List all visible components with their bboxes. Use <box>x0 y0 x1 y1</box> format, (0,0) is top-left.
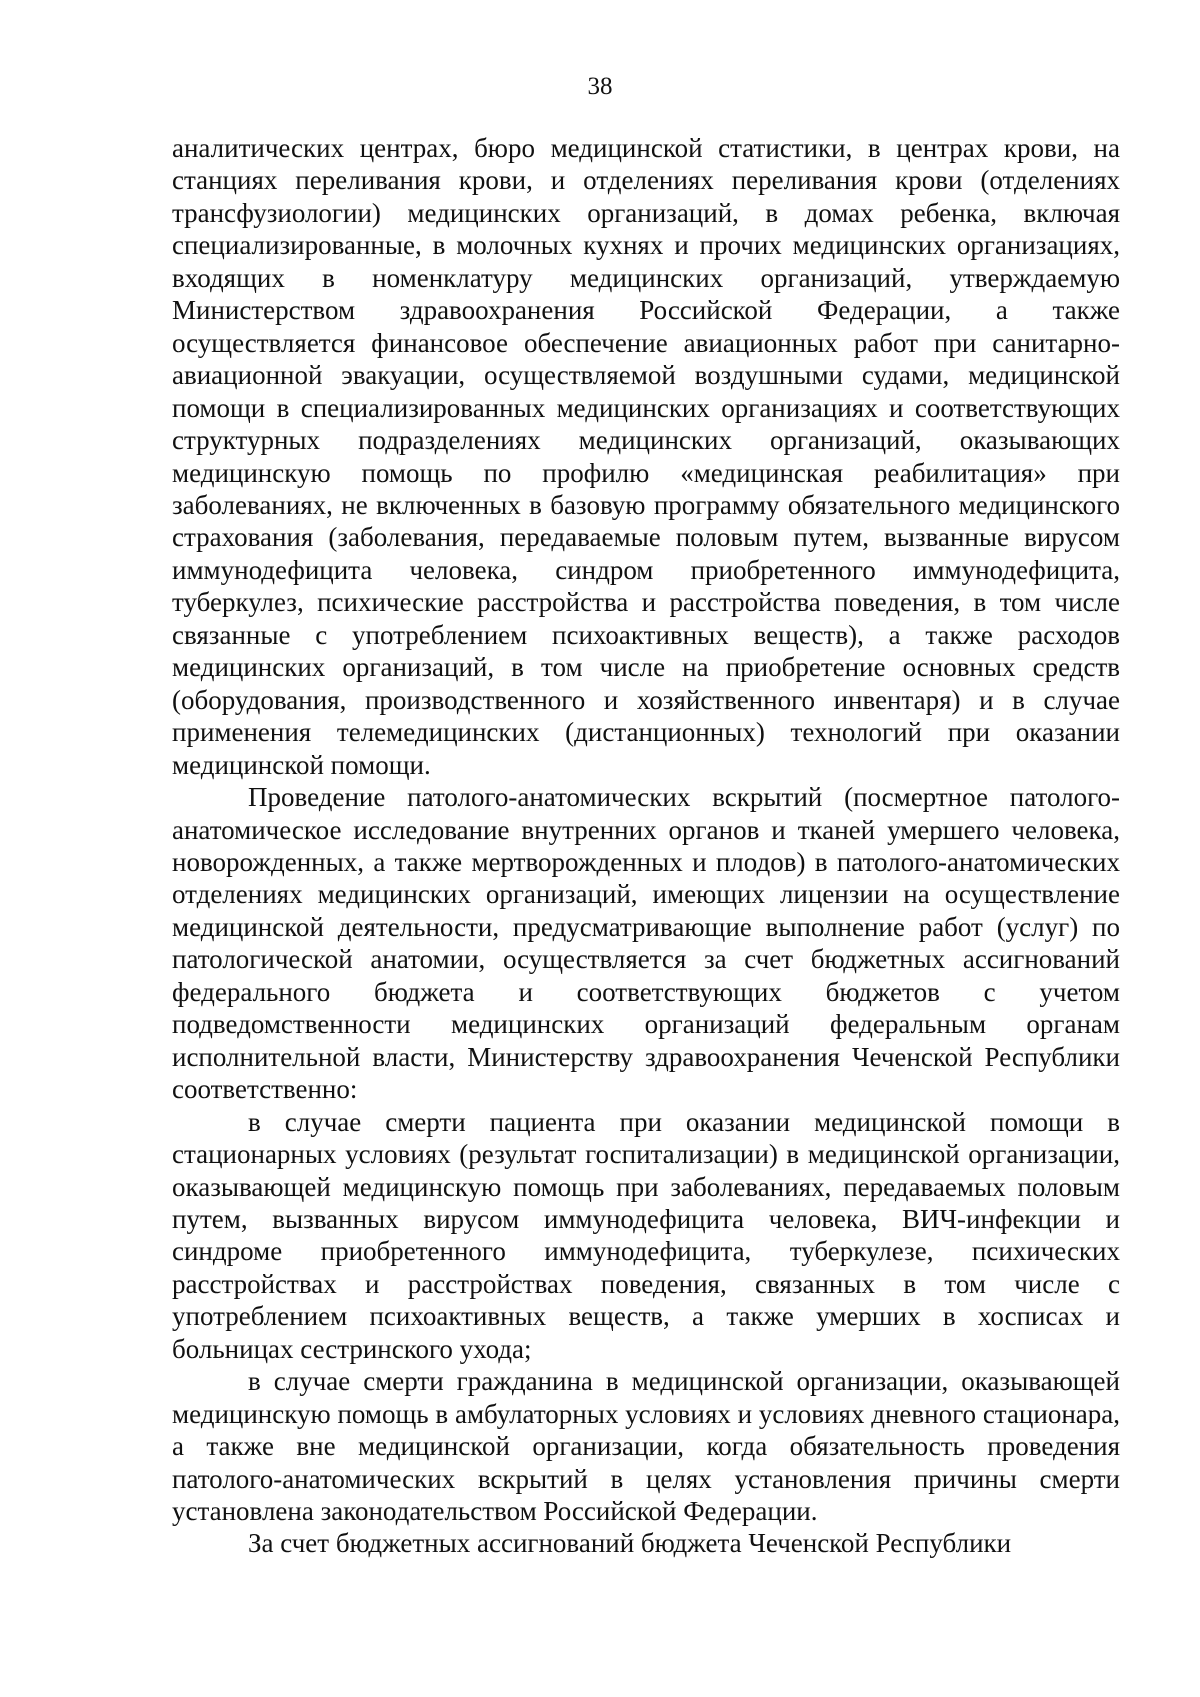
paragraph-continuation: аналитических центрах, бюро медицинской статистики, в центрах крови, на станциях переливания крови, и отделениях переливания крови (отделениях трансфузиологии) медицинских организаций, в домах ребенка, включая специализированные, в молочных кухнях и прочих медицинских организациях, входящих в номенклатуру медицинских организаций, утверждаемую Министерством здравоохранения Российской Федерации, а также осуществляется финансовое обеспечение авиационных работ при санитарно-авиационной эвакуации, осуществляемой воздушными судами, медицинской помощи в специализированных медицинских организациях и соответствующих структурных подразделениях медицинских организаций, оказывающих медицинскую помощь по профилю «медицинская реабилитация» при заболеваниях, не включенных в базовую программу обязательного медицинского страхования (заболевания, передаваемые половым путем, вызванные вирусом иммунодефицита человека, синдром приобретенного иммунодефицита, туберкулез, психические расстройства и расстройства поведения, в том числе связанные с употреблением психоактивных веществ), а также расходов медицинских организаций, в том числе на приобретение основных средств (оборудования, производственного и хозяйственного инвентаря) и в случае применения телемедицинских (дистанционных) технологий при оказании медицинской помощи. <box>172 133 1120 780</box>
paragraph-outpatient-death: в случае смерти гражданина в медицинской организации, оказывающей медицинскую помощь в амбулаторных условиях и условиях дневного стационара, а также вне медицинской организации, когда обязательность проведения патолого-анатомических вскрытий в целях установления причины смерти установлена законодательством Российской Федерации. <box>172 1366 1120 1527</box>
paragraph-regional-budget: За счет бюджетных ассигнований бюджета Чеченской Республики <box>248 1528 1012 1559</box>
page-number: 38 <box>587 73 613 100</box>
document-body <box>172 132 1120 1560</box>
paragraph-inpatient-death: в случае смерти пациента при оказании медицинской помощи в стационарных условиях (результат госпитализации) в медицинской организации, оказывающей медицинскую помощь при заболеваниях, передаваемых половым путем, вызванных вирусом иммунодефицита человека, ВИЧ-инфекции и синдроме приобретенного иммунодефицита, туберкулезе, психических расстройствах и расстройствах поведения, связанных в том числе с употреблением психоактивных веществ, а также умерших в хосписах и больницах сестринского ухода; <box>172 1106 1120 1364</box>
paragraph-autopsy: Проведение патолого-анатомических вскрытий (посмертное патолого-анатомическое исследование внутренних органов и тканей умершего человека, новорожденных, а также мертворожденных и плодов) в патолого-анатомических отделениях медицинских организаций, имеющих лицензии на осуществление медицинской деятельности, предусматривающие выполнение работ (услуг) по патологической анатомии, осуществляется за счет бюджетных ассигнований федерального бюджета и соответствующих бюджетов с учетом подведомственности медицинских организаций федеральным органам исполнительной власти, Министерству здравоохранения Чеченской Республики соответственно: <box>172 782 1120 1105</box>
